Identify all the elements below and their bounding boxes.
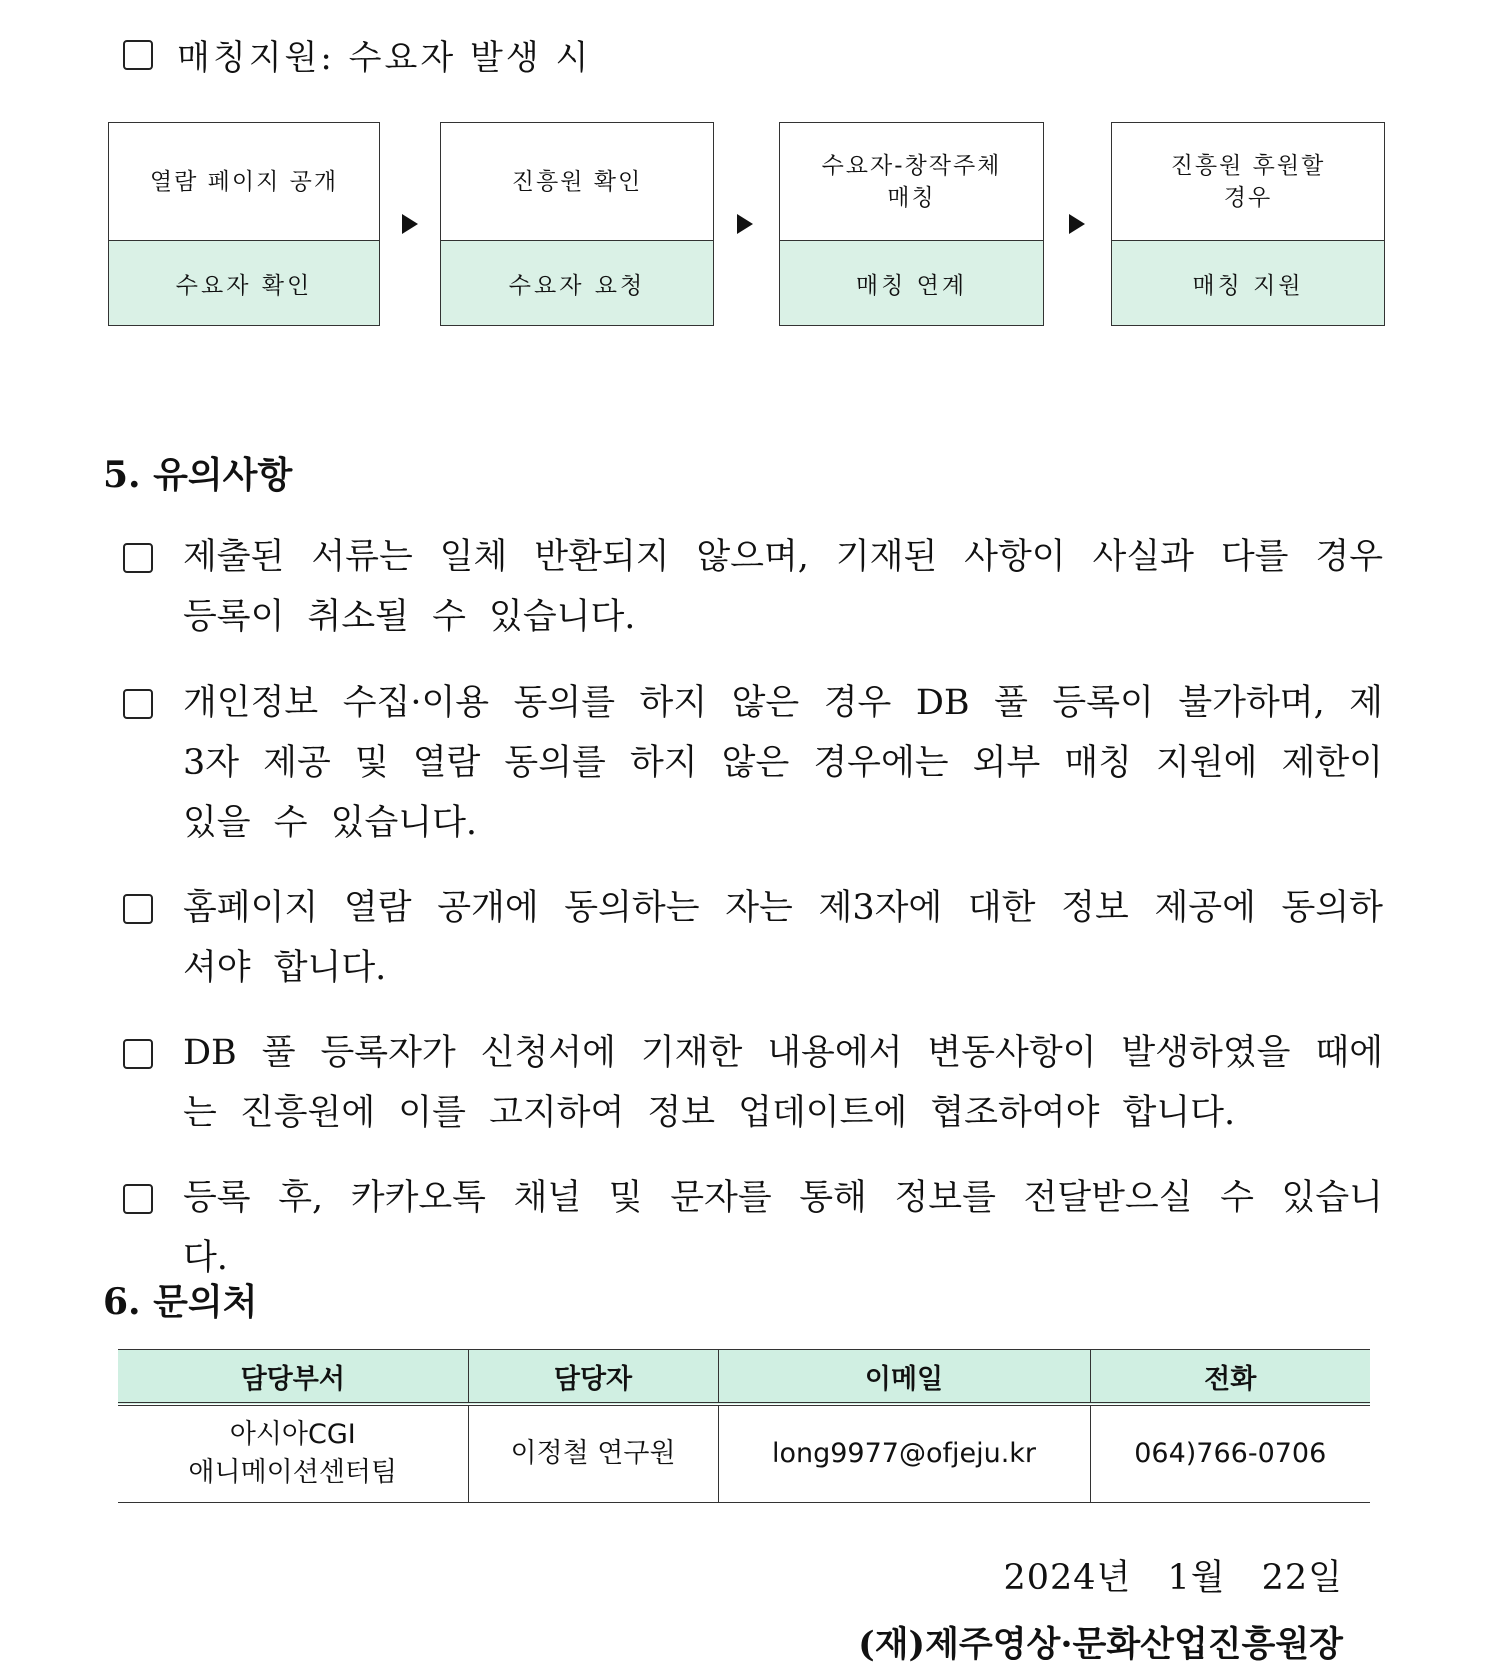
- checkbox-icon: [123, 1039, 153, 1069]
- arrow-right-icon: [402, 214, 418, 234]
- document-date: 2024년 1월 22일: [1003, 1558, 1343, 1598]
- notice-text: 등록 후, 카카오톡 채널 및 문자를 통해 정보를 전달받으실 수 있습니다.: [183, 1178, 1383, 1278]
- flow-step-3-top-line1: 수요자-창작주체: [821, 152, 1002, 179]
- section-6-title: 6. 문의처: [103, 1281, 258, 1323]
- flow-step-4-top-line2: 경우: [1223, 184, 1273, 211]
- header-person: 담당자: [468, 1350, 718, 1405]
- arrow-right-icon: [1069, 214, 1085, 234]
- header-dept: 담당부서: [118, 1350, 468, 1405]
- flow-step-4-top: [1112, 123, 1384, 241]
- cell-email[interactable]: long9977@ofjeju.kr: [718, 1404, 1090, 1503]
- flow-step-1: [108, 122, 380, 326]
- header-email: 이메일: [718, 1350, 1090, 1405]
- checkbox-icon: [123, 543, 153, 573]
- issuing-organization: (재)제주영상·문화산업진흥원장: [858, 1624, 1343, 1665]
- cell-phone: 064)766-0706: [1090, 1404, 1370, 1503]
- dept-line1: 아시아CGI: [229, 1419, 356, 1450]
- flow-step-3-top-line2: 매칭: [887, 184, 936, 211]
- cell-dept: [118, 1404, 468, 1503]
- checkbox-icon: [123, 40, 153, 70]
- section-5-title: 5. 유의사항: [103, 454, 293, 496]
- matching-heading: 매칭지원: 수요자 발생 시: [177, 38, 592, 78]
- flow-step-2-bottom: 수요자 요청: [441, 241, 713, 325]
- contact-table: [118, 1349, 1370, 1503]
- arrow-right-icon: [737, 214, 753, 234]
- notice-item: [123, 527, 1383, 647]
- notice-item: [123, 673, 1383, 853]
- matching-heading-line: [123, 30, 591, 79]
- notice-item: [123, 878, 1383, 998]
- checkbox-icon: [123, 894, 153, 924]
- notice-item: [123, 1023, 1383, 1143]
- flow-step-4-bottom: 매칭 지원: [1112, 241, 1384, 325]
- table-row: [118, 1404, 1370, 1503]
- flow-step-3-bottom: 매칭 연계: [780, 241, 1043, 325]
- notice-text: 홈페이지 열람 공개에 동의하는 자는 제3자에 대한 정보 제공에 동의하셔야 합니다.: [183, 888, 1383, 988]
- table-header-row: [118, 1350, 1370, 1405]
- checkbox-icon: [123, 689, 153, 719]
- flow-step-4-top-line1: 진흥원 후원할: [1170, 152, 1326, 179]
- header-phone: 전화: [1090, 1350, 1370, 1405]
- notice-text: DB 풀 등록자가 신청서에 기재한 내용에서 변동사항이 발생하였을 때에는 진흥원에 이를 고지하여 정보 업데이트에 협조하여야 합니다.: [183, 1033, 1383, 1133]
- notice-item: [123, 1168, 1383, 1288]
- notice-text: 제출된 서류는 일체 반환되지 않으며, 기재된 사항이 사실과 다를 경우 등록이 취소될 수 있습니다.: [183, 537, 1383, 637]
- cell-person: 이정철 연구원: [468, 1404, 718, 1503]
- flow-step-1-top: 열람 페이지 공개: [109, 123, 379, 241]
- flow-step-2-top: 진흥원 확인: [441, 123, 713, 241]
- notice-text: 개인정보 수집·이용 동의를 하지 않은 경우 DB 풀 등록이 불가하며, 제3자 제공 및 열람 동의를 하지 않은 경우에는 외부 매칭 지원에 제한이 있을 수 있습니다.: [183, 683, 1383, 843]
- flow-step-3-top: [780, 123, 1043, 241]
- flow-step-1-bottom: 수요자 확인: [109, 241, 379, 325]
- flow-step-2: [440, 122, 714, 326]
- flow-step-3: [779, 122, 1044, 326]
- flow-step-4: [1111, 122, 1385, 326]
- dept-line2: 애니메이션센터팀: [188, 1457, 398, 1488]
- checkbox-icon: [123, 1184, 153, 1214]
